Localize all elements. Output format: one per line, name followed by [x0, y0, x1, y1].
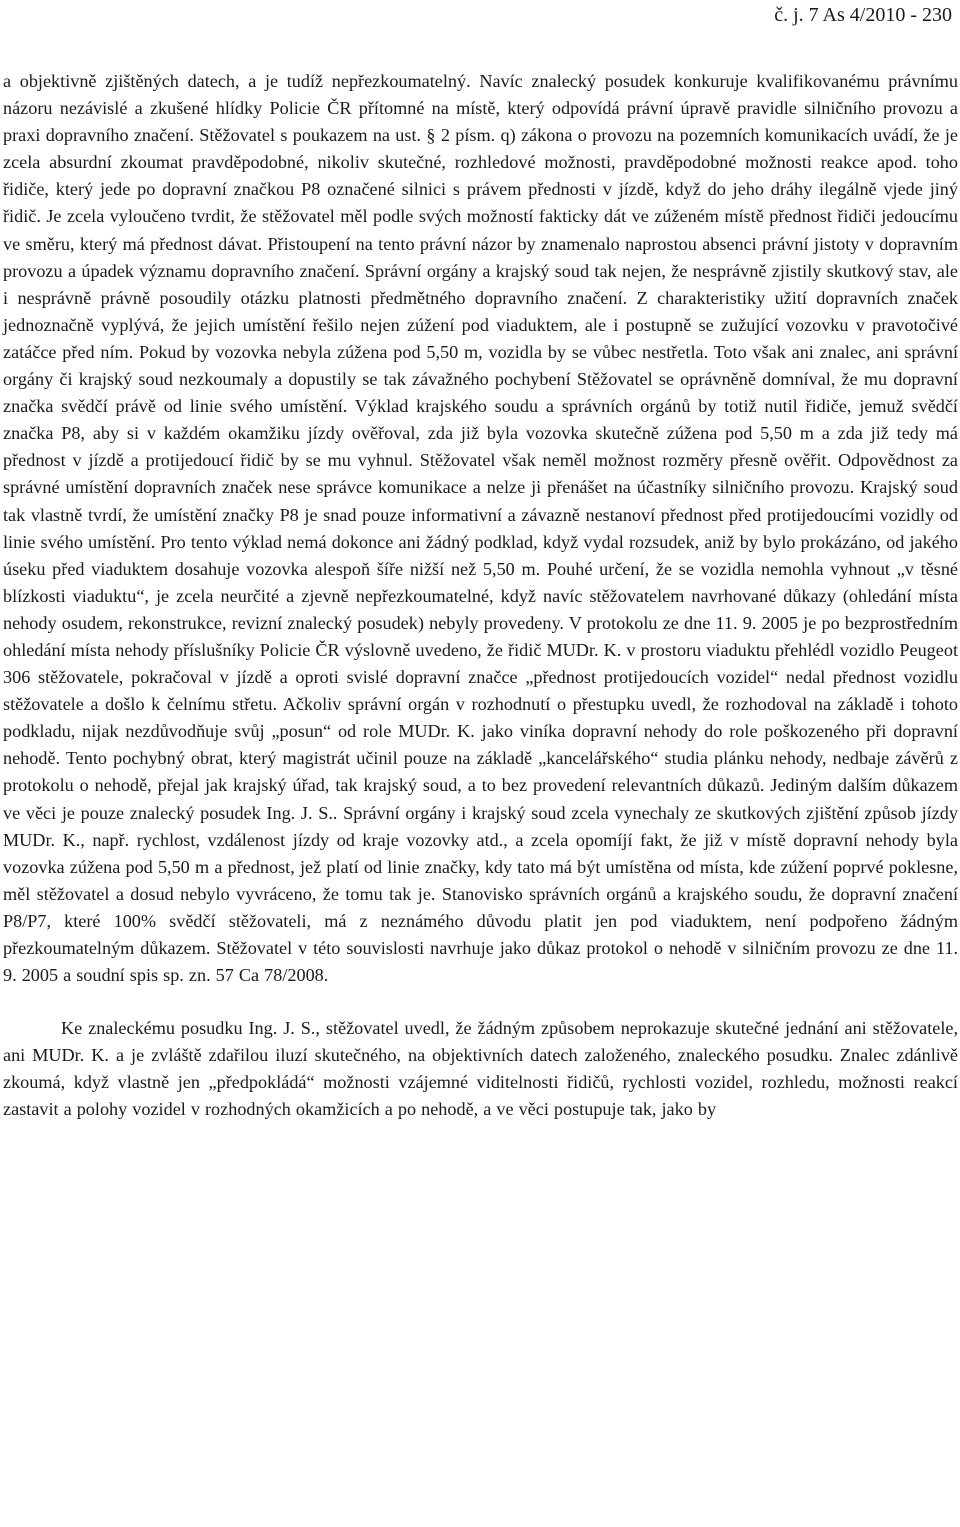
case-number-header: č. j. 7 As 4/2010 - 230	[774, 4, 952, 26]
document-body	[3, 68, 958, 1124]
paragraph-appeal-arguments: a objektivně zjištěných datech, a je tudíž nepřezkoumatelný. Navíc znalecký posudek konkuruje kvalifikovanému právnímu názoru nezávislé a zkušené hlídky Policie ČR přítomné na místě, který odpovídá právní úpravě pravidle silničního provozu a praxi dopravního značení. Stěžovatel s poukazem na ust. § 2 písm. q) zákona o provozu na pozemních komunikacích uvádí, že je zcela absurdní zkoumat pravděpodobné, nikoliv skutečné, rozhledové možnosti, pravděpodobné možnosti reakce apod. toho řidiče, který jede po dopravní značkou P8 označené silnici s právem přednosti v jízdě, když do jeho dráhy ilegálně vjede jiný řidič. Je zcela vyloučeno tvrdit, že stěžovatel měl podle svých možností fakticky dát ve zúženém místě přednost řidiči jedoucímu ve směru, který má přednost dávat. Přistoupení na tento právní názor by znamenalo naprostou absenci právní jistoty v dopravním provozu a úpadek významu dopravního značení. Správní orgány a krajský soud tak nejen, že nesprávně zjistily skutkový stav, ale i nesprávně právně posoudily otázku platnosti předmětného dopravního značení. Z charakteristiky užití dopravních značek jednoznačně vyplývá, že jejich umístění řešilo nejen zúžení pod viaduktem, ale i postupně se zužující vozovku v pravotočivé zatáčce před ním. Pokud by vozovka nebyla zúžena pod 5,50 m, vozidla by se vůbec nestřetla. Toto však ani znalec, ani správní orgány či krajský soud nezkoumaly a dopustily se tak závažného pochybení Stěžovatel se oprávněně domníval, že mu dopravní značka svědčí právě od linie svého umístění. Výklad krajského soudu a správních orgánů by totiž nutil řidiče, jemuž svědčí značka P8, aby si v každém okamžiku jízdy ověřoval, zda již byla vozovka skutečně zúžena pod 5,50 m a zda již tedy má přednost v jízdě a protijedoucí řidič by se mu vyhnul. Stěžovatel však neměl možnost rozměry přesně ověřit. Odpovědnost za správné umístění dopravních značek nese správce komunikace a nelze ji přenášet na účastníky silničního provozu. Krajský soud tak vlastně tvrdí, že umístění značky P8 je snad pouze informativní a závazně nestanoví přednost před protijedoucími vozidly od linie svého umístění. Pro tento výklad nemá dokonce ani žádný podklad, když vydal rozsudek, aniž by bylo prokázáno, od jakého úseku před viaduktem dosahuje vozovka alespoň šíře nižší než 5,50 m. Pouhé určení, že se vozidla nemohla vyhnout „v těsné blízkosti viaduktu“, je zcela neurčité a zjevně nepřezkoumatelné, když navíc stěžovatelem navrhované důkazy (ohledání místa nehody osudem, rekonstrukce, revizní znalecký posudek) nebyly provedeny. V protokolu ze dne 11. 9. 2005 je po bezprostředním ohledání místa nehody příslušníky Policie ČR výslovně uvedeno, že řidič MUDr. K. v prostoru viaduktu přehlédl vozidlo Peugeot 306 stěžovatele, pokračoval v jízdě a oproti svislé dopravní značce „přednost protijedoucích vozidel“ nedal přednost vozidlu stěžovatele a došlo k čelnímu střetu. Ačkoliv správní orgán v rozhodnutí o přestupku uvedl, že rozhodoval na základě i tohoto podkladu, nijak nezdůvodňuje svůj „posun“ od role MUDr. K. jako viníka dopravní nehody do role poškozeného při dopravní nehodě. Tento pochybný obrat, který magistrát učinil pouze na základě „kancelářského“ studia plánku nehody, nedbaje závěrů z protokolu o nehodě, přejal jak krajský úřad, tak krajský soud, a to bez provedení relevantních důkazů. Jediným dalším důkazem ve věci je pouze znalecký posudek Ing. J. S.. Správní orgány i krajský soud zcela vynechaly ze skutkových zjištění způsob jízdy MUDr. K., např. rychlost, vzdálenost jízdy od kraje vozovky atd., a zcela opomíjí fakt, že již v místě dopravní nehody byla vozovka zúžena pod 5,50 m a přednost, jež platí od linie značky, kdy tato má být umístěna od místa, kde zúžení poprvé poklesne, měl stěžovatel a dosud nebylo vyvráceno, že tomu tak je. Stanovisko správních orgánů a krajského soudu, že dopravní značení P8/P7, které 100% svědčí stěžovateli, má z neznámého důvodu platit jen pod viaduktem, není podpořeno žádným přezkoumatelným důkazem. Stěžovatel v této souvislosti navrhuje jako důkaz protokol o nehodě v silničním provozu ze dne 11. 9. 2005 a soudní spis sp. zn. 57 Ca 78/2008.	[3, 71, 958, 986]
paragraph-expert-opinion: Ke znaleckému posudku Ing. J. S., stěžovatel uvedl, že žádným způsobem neprokazuje skutečné jednání ani stěžovatele, ani MUDr. K. a je zvláště zdařilou iluzí skutečného, na objektivních datech založeného, znaleckého posudku. Znalec zdánlivě zkoumá, když vlastně jen „předpokládá“ možnosti vzájemné viditelnosti řidičů, rychlosti vozidel, rozhledu, možnosti reakcí zastavit a polohy vozidel v rozhodných okamžicích a po nehodě, a ve věci postupuje tak, jako by	[3, 1018, 958, 1120]
